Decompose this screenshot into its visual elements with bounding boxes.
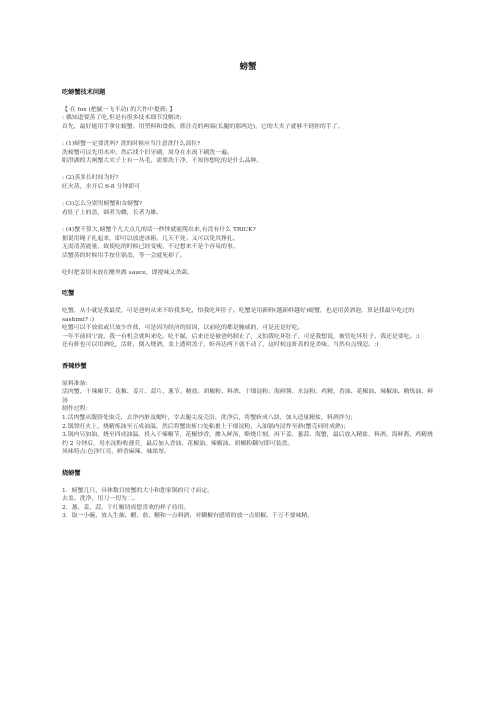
text-line: 还有虾也可以用酒吃，活虾，倒入烧酒，盖上透明盖子，虾奔达两下就不动了，这时候这虾真的是美味，当然有点残忍。:) bbox=[62, 342, 379, 349]
section-heading: 吃蟹 bbox=[62, 290, 75, 298]
page-title: 螃蟹 bbox=[239, 62, 257, 72]
text-line: 吃蟹，从小就是我最爱，可是爸妈从来不给我多吃，怕我吃坏肚子。吃蟹是用新鲜(越新鲜越好)螃蟹，也是用黄酒泡，算是我最早吃过的 sashimi? :) bbox=[62, 308, 417, 323]
paragraph-spacer bbox=[62, 217, 438, 226]
text-line: 1．螃蟹几只，具体数目按蟹的大小和您家锅的尺寸而定。 bbox=[62, 487, 214, 494]
text-line: 2．葱、姜、蒜，干红椒切成您喜欢的样子待用。 bbox=[62, 504, 190, 511]
text-line: 看肚子上的盖，圆者为雌，长者为雄。 bbox=[62, 209, 163, 216]
section-lines bbox=[62, 307, 438, 350]
section-spicy-fried-crab bbox=[62, 362, 438, 457]
section-lines bbox=[62, 106, 438, 278]
text-line: 一年半前回宁波，我一有机会就叫来吃。吃不腻，后来还是被爸妈制止了，又怕我吃坏肚子，可是我想说，被管吃坏肚子，我还是要吃。:) bbox=[62, 333, 420, 340]
text-line: 3．取一小碗，放入生抽、醋、盐、糖和一点料酒，对糊椒有感情的放一点胡椒。千万不要味精。 bbox=[62, 513, 314, 520]
section-heading: 烧螃蟹 bbox=[62, 469, 81, 477]
text-line: : (4)蟹不算大,螃蟹个儿大点儿的话一秒钟就能爬出来,有没有什么 TRICK? bbox=[62, 226, 256, 233]
text-line: : (3)怎么分别男螃蟹和女螃蟹? bbox=[62, 201, 143, 208]
section-eating-crab bbox=[62, 289, 438, 350]
text-line: 去盖、洗净，用刀一切为二。 bbox=[62, 496, 139, 503]
text-line: 2.锅置旺火上，烧精炼油至五成油温，然后将蟹块斩口处粘裹上干细淀粉，入油锅内浸炸至熟(蟹壳同时成熟)； bbox=[62, 423, 350, 430]
text-line: : 偶知道要蒸了吃,但是有很多技术细节没解决: bbox=[62, 115, 182, 122]
text-line: 无需清蒸能量，致使吃的时候已经变瘦，不过想来不是个容易的事。 bbox=[62, 244, 239, 251]
text-line: 原料准备: bbox=[62, 380, 88, 387]
text-line: 活蟹蒸的时候用手按住锅盖，等一会就死掉了。 bbox=[62, 252, 186, 259]
section-heading: 香辣炒蟹 bbox=[62, 363, 87, 371]
paragraph-spacer bbox=[62, 192, 438, 201]
text-line: 洗螃蟹可以先用水冲，然后找个旧牙刷，周身在水流下刷洗一遍。 bbox=[62, 149, 233, 156]
section-heading: 吃螃蟹技术问题 bbox=[62, 89, 106, 96]
document-body bbox=[62, 88, 438, 521]
text-line: 活肉蟹、干辣椒节、花椒、姜片、蒜片、葱节、精盐、胡椒粉、料酒、干细淀粉、海鲜酱、水淀粉、鸡精、香油、花椒油、辣椒油、精炼油、鲜汤 bbox=[62, 389, 434, 404]
text-line: : (1)螃蟹一定要洗吗? 洗的时候应当注意洗什么部位? bbox=[62, 140, 201, 147]
paragraph-spacer bbox=[62, 131, 438, 140]
text-line: 旺火蒸，水开后 6-8 分钟即可 bbox=[62, 183, 141, 190]
section-braised-crab bbox=[62, 469, 438, 521]
text-line: 1.活肉蟹从腹脐处取壳，去净内脏及鳃叶，宰去腿尖及壳沿，洗净后，将蟹斩成八块，加入适量精盐，料酒拌匀； bbox=[62, 415, 357, 421]
text-line: 3.锅内另加油，烧至四成油温，投入干辣椒节，花椒炒香，掺入鲜汤，略烧片刻，再下姜、葱蒜、海蟹，最后放入精盐、料酒、海鲜酱、鸡精烧约 2 分钟后，用水淀粉收薄芡，最后加入香油、花椒油、辣椒油、胡椒粉翻匀即可装盘。 bbox=[62, 432, 433, 447]
section-lines bbox=[62, 380, 438, 457]
text-line: 风味特点:色泽红亮，鲜香麻辣、味浓厚。 bbox=[62, 449, 171, 456]
text-line: 制作过程: bbox=[62, 406, 88, 413]
paragraph-spacer bbox=[62, 166, 438, 175]
text-line: 吃时把姜切末放在醋里做 sauce，即提味又杀菌。 bbox=[62, 269, 193, 276]
text-line: : (2)蒸多长时间为好? bbox=[62, 175, 119, 182]
paragraph-spacer bbox=[62, 260, 438, 269]
text-line: 阳澄湖的大闸蟹大夹子上有一丛毛，需要洗干净，不知你想吃的是什么品种。 bbox=[62, 158, 263, 165]
section-crab-eating-questions bbox=[62, 88, 438, 277]
text-line: 【 在 fox (把腻一飞不动) 的大作中提到: 】 bbox=[62, 106, 176, 113]
text-line: 首先，最好能用手拿住螃蟹。用塑料和食指，抓住壳的两端(长腿的那两边)，它的大夹子就够不到你的手了。 bbox=[62, 123, 344, 130]
text-line: 据说用绳子扎起来，即可以放进冰箱，几天不死；又可以免其挣扎。 bbox=[62, 235, 239, 242]
section-lines bbox=[62, 487, 438, 521]
text-line: 吃蟹可以不放盐或只放少许盐，可是因为经济的原因，以前吃的都是腌咸的，可是还是好吃。 bbox=[62, 325, 304, 332]
